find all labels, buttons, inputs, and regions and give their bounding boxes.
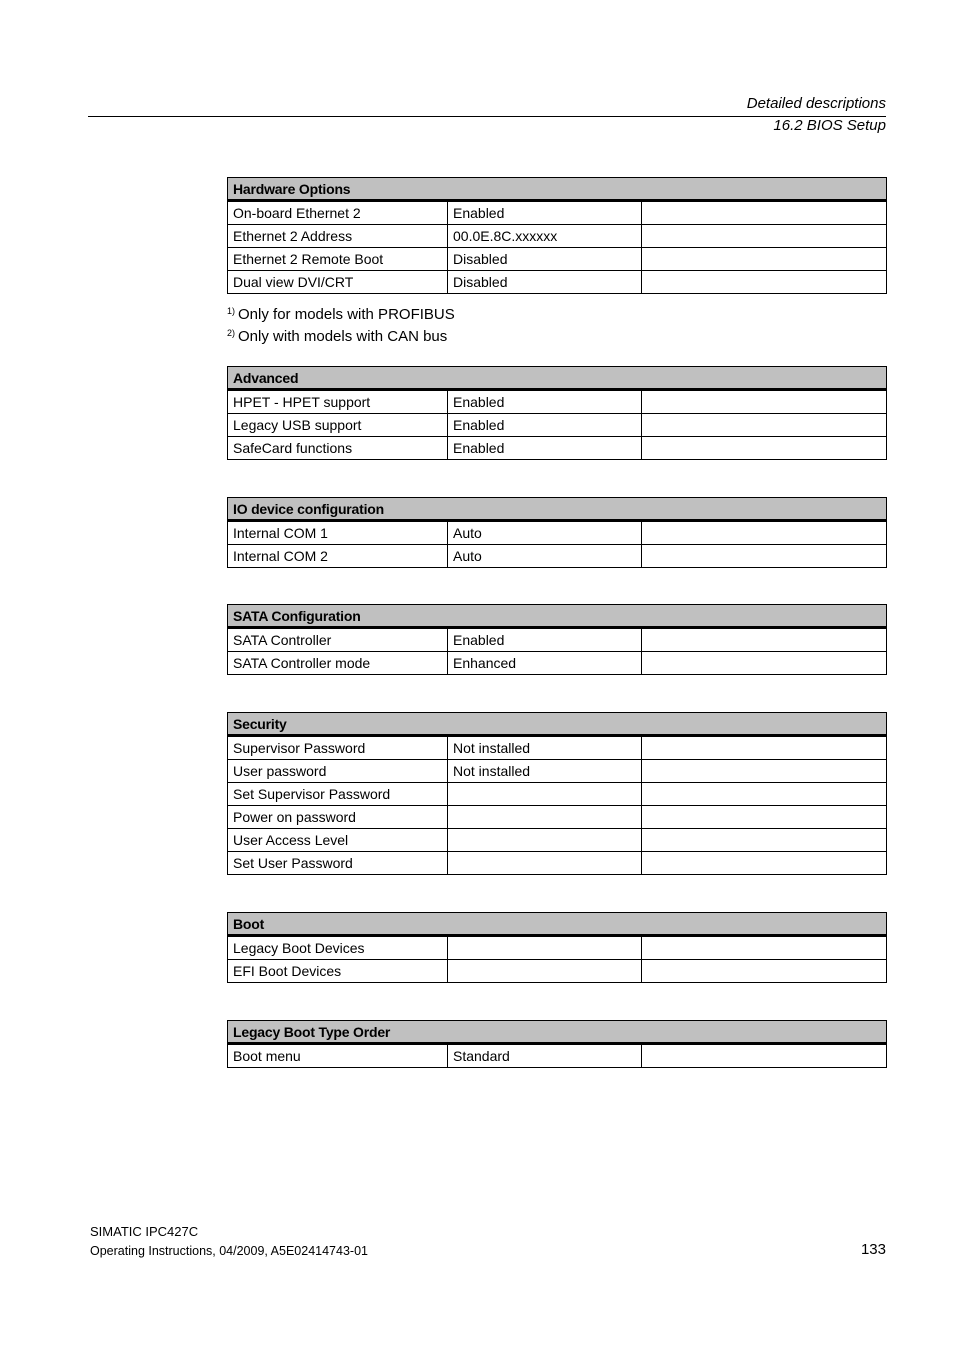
setting-note — [642, 521, 887, 545]
setting-note — [642, 936, 887, 960]
table-row — [228, 936, 887, 960]
footer-product: SIMATIC IPC427C — [90, 1224, 199, 1239]
setting-note — [642, 829, 887, 852]
setting-value: Auto — [448, 545, 642, 568]
setting-name: Legacy USB support — [228, 414, 448, 437]
setting-value: Enabled — [448, 437, 642, 460]
setting-name: Legacy Boot Devices — [228, 936, 448, 960]
footnote-text: Only with models with CAN bus — [238, 328, 448, 345]
table-title: Hardware Options — [228, 178, 887, 201]
setting-value: Auto — [448, 521, 642, 545]
setting-note — [642, 806, 887, 829]
setting-note — [642, 437, 887, 460]
setting-note — [642, 545, 887, 568]
setting-value — [448, 783, 642, 806]
setting-value: 00.0E.8C.xxxxxx — [448, 225, 642, 248]
footnotes — [227, 302, 455, 346]
table-row — [228, 390, 887, 414]
section-heading: 16.2 BIOS Setup — [773, 117, 886, 134]
setting-name: SafeCard functions — [228, 437, 448, 460]
footer-document-info: Operating Instructions, 04/2009, A5E02414743-01 — [90, 1244, 368, 1258]
setting-note — [642, 248, 887, 271]
table-row — [228, 225, 887, 248]
setting-value — [448, 936, 642, 960]
table-row — [228, 829, 887, 852]
setting-name: User password — [228, 760, 448, 783]
setting-name: Supervisor Password — [228, 736, 448, 760]
table-row — [228, 760, 887, 783]
table-row — [228, 521, 887, 545]
bios-table — [227, 604, 887, 675]
table-row — [228, 545, 887, 568]
header-rule — [88, 116, 886, 117]
table-row — [228, 248, 887, 271]
setting-name: SATA Controller — [228, 628, 448, 652]
bios-table — [227, 497, 887, 568]
setting-name: On-board Ethernet 2 — [228, 201, 448, 225]
setting-value: Disabled — [448, 248, 642, 271]
table-row — [228, 1044, 887, 1068]
footnote-2 — [227, 324, 455, 346]
setting-note — [642, 736, 887, 760]
table-row — [228, 414, 887, 437]
setting-note — [642, 390, 887, 414]
setting-note — [642, 960, 887, 983]
setting-name: Internal COM 1 — [228, 521, 448, 545]
footnote-text: Only for models with PROFIBUS — [238, 306, 455, 323]
bios-table — [227, 712, 887, 875]
setting-note — [642, 414, 887, 437]
setting-note — [642, 225, 887, 248]
table-row — [228, 852, 887, 875]
setting-value: Not installed — [448, 736, 642, 760]
setting-value — [448, 960, 642, 983]
setting-note — [642, 1044, 887, 1068]
footnote-1 — [227, 302, 455, 324]
setting-value: Enhanced — [448, 652, 642, 675]
table-row — [228, 628, 887, 652]
setting-value — [448, 829, 642, 852]
bios-table — [227, 366, 887, 460]
table-title: Security — [228, 713, 887, 736]
setting-note — [642, 628, 887, 652]
setting-note — [642, 783, 887, 806]
setting-name: User Access Level — [228, 829, 448, 852]
setting-note — [642, 852, 887, 875]
setting-value: Disabled — [448, 271, 642, 294]
setting-name: Set Supervisor Password — [228, 783, 448, 806]
bios-table — [227, 177, 887, 294]
table-row — [228, 437, 887, 460]
setting-value: Enabled — [448, 628, 642, 652]
table-row — [228, 271, 887, 294]
table-title: SATA Configuration — [228, 605, 887, 628]
setting-note — [642, 201, 887, 225]
setting-name: HPET - HPET support — [228, 390, 448, 414]
table-row — [228, 201, 887, 225]
setting-value: Not installed — [448, 760, 642, 783]
setting-value: Enabled — [448, 390, 642, 414]
table-title: IO device configuration — [228, 498, 887, 521]
table-title: Legacy Boot Type Order — [228, 1021, 887, 1044]
setting-value: Standard — [448, 1044, 642, 1068]
setting-name: Power on password — [228, 806, 448, 829]
footnote-mark: 2) — [227, 328, 236, 338]
bios-table — [227, 912, 887, 983]
setting-note — [642, 271, 887, 294]
table-row — [228, 960, 887, 983]
setting-name: Ethernet 2 Address — [228, 225, 448, 248]
setting-value — [448, 852, 642, 875]
setting-name: Boot menu — [228, 1044, 448, 1068]
setting-name: Set User Password — [228, 852, 448, 875]
setting-value: Enabled — [448, 414, 642, 437]
footnote-mark: 1) — [227, 306, 236, 316]
setting-value — [448, 806, 642, 829]
table-title: Advanced — [228, 367, 887, 390]
bios-table — [227, 1020, 887, 1068]
setting-name: Dual view DVI/CRT — [228, 271, 448, 294]
setting-note — [642, 760, 887, 783]
table-row — [228, 652, 887, 675]
table-row — [228, 736, 887, 760]
setting-note — [642, 652, 887, 675]
page-number: 133 — [860, 1241, 886, 1258]
setting-name: Ethernet 2 Remote Boot — [228, 248, 448, 271]
chapter-heading: Detailed descriptions — [746, 95, 886, 112]
setting-value: Enabled — [448, 201, 642, 225]
table-row — [228, 783, 887, 806]
setting-name: SATA Controller mode — [228, 652, 448, 675]
table-row — [228, 806, 887, 829]
table-title: Boot — [228, 913, 887, 936]
setting-name: EFI Boot Devices — [228, 960, 448, 983]
setting-name: Internal COM 2 — [228, 545, 448, 568]
